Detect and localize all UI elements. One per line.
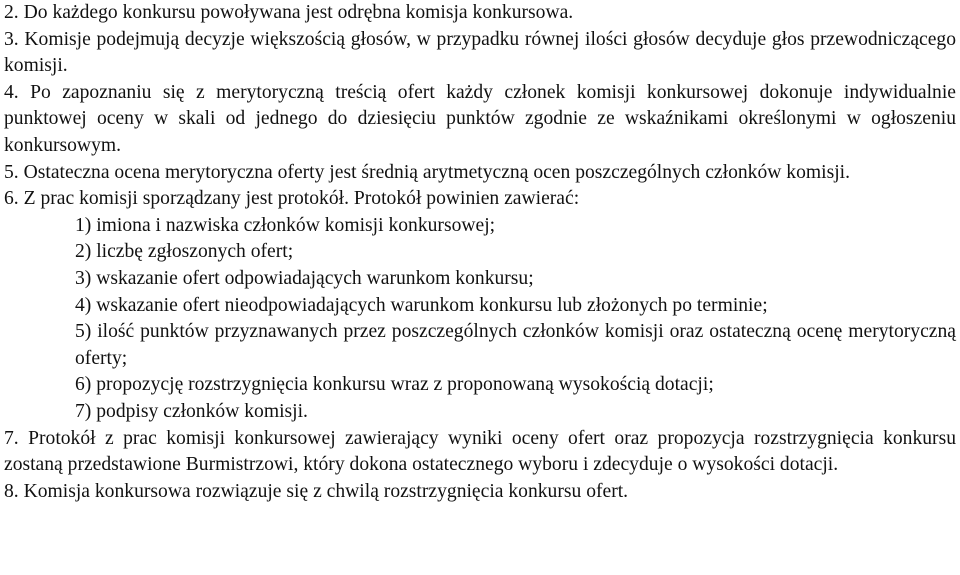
paragraph-2: 2. Do każdego konkursu powoływana jest odrębna komisja konkursowa.	[4, 2, 574, 23]
protocol-item-3: 3) wskazanie ofert odpowiadających warunkom konkursu;	[75, 267, 534, 289]
paragraph-8: 8. Komisja konkursowa rozwiązuje się z chwilą rozstrzygnięcia konkursu ofert.	[4, 480, 629, 502]
protocol-item-2: 2) liczbę zgłoszonych ofert;	[75, 241, 294, 263]
paragraph-5: 5. Ostateczna ocena merytoryczna oferty jest średnią arytmetyczną ocen poszczególnych członków komisji.	[4, 161, 850, 183]
protocol-item-1: 1) imiona i nazwiska członków komisji konkursowej;	[75, 214, 496, 236]
paragraph-7: 7. Protokół z prac komisji konkursowej zawierający wyniki oceny ofert oraz propozycja rozstrzygnięcia konkursu zostaną przedstawione Burmistrzowi, który dokona ostatecznego wyboru i zdecyduje o wysokości dotacji.	[4, 427, 956, 476]
paragraph-6: 6. Z prac komisji sporządzany jest protokół. Protokół powinien zawierać:	[4, 188, 580, 210]
protocol-item-list	[4, 213, 956, 426]
protocol-item-6: 6) propozycję rozstrzygnięcia konkursu wraz z proponowaną wysokością dotacji;	[75, 374, 714, 396]
protocol-item-4: 4) wskazanie ofert nieodpowiadających warunkom konkursu lub złożonych po terminie;	[75, 294, 768, 316]
paragraph-4: 4. Po zapoznaniu się z merytoryczną treścią ofert każdy członek komisji konkursowej dokonuje indywidualnie punktowej oceny w skali od jednego do dziesięciu punktów zgodnie ze wskaźnikami określonymi w ogłoszeniu konkursowym.	[4, 81, 956, 156]
document-body	[4, 0, 956, 505]
protocol-item-5: 5) ilość punktów przyznawanych przez poszczególnych członków komisji oraz ostateczną ocenę merytoryczną oferty;	[75, 321, 956, 369]
paragraph-3: 3. Komisje podejmują decyzje większością głosów, w przypadku równej ilości głosów decyduje głos przewodniczącego komisji.	[4, 28, 956, 77]
protocol-item-7: 7) podpisy członków komisji.	[75, 400, 308, 422]
